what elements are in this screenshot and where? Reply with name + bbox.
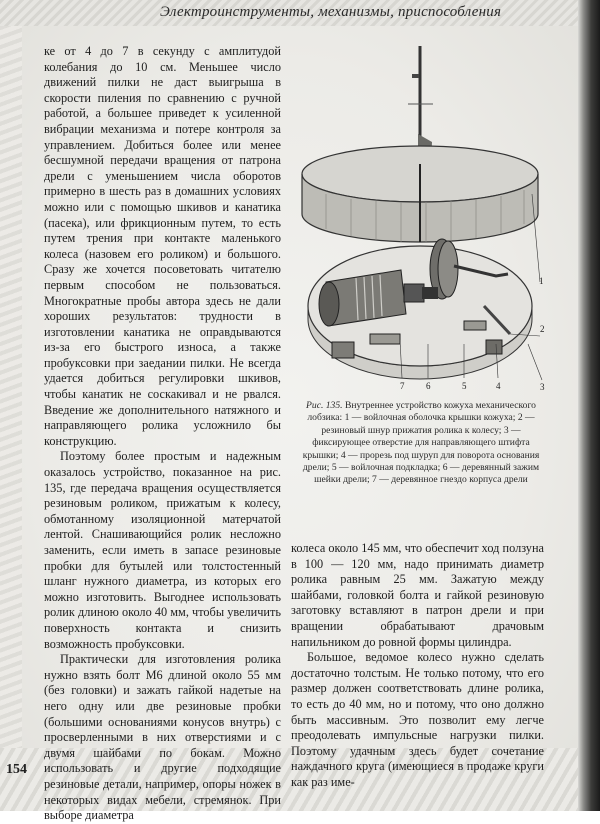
paragraph: Практически для изготовления ролика нужно взять болт М6 длиной около 55 мм (без головки) и зажать гайкой надетые на него одну или две резиновые пробки (большими основаниями конусов внутрь) с просверленными в них отверстиями и с двумя шайбами по бокам. Можно использовать и другие подходящие резиновые детали, например, опоры ножек в некоторых видах мебели, стремянок. При выборе диаметра — [44, 652, 281, 823]
right-text-column — [291, 541, 544, 791]
jigsaw-housing-drawing — [296, 44, 548, 399]
paragraph: ке от 4 до 7 в секунду с амплитудой колебания до 10 см. Меньшее число движений пилки не даст выигрыша в скорости пиления по сравнению с ручной работой, а большее приведет к усиленной вибрации механизма и потере контроля за управлением. Добиться более или менее бесшумной передачи вращения от патрона дрели с уменьшением числа оборотов примерно в шесть раз в домашних условиях можно или с помощью шкивов и канатика (пасека), или фрикционным путем, то есть путем трения при контакте маленького колеса (назовем его роликом) и большого. Сразу же хочется посоветовать читателю первым способом не пользоваться. Многократные пробы автора здесь не дали хороших результатов: трудности в изготовлении канатика не оправдываются из-за его быстрого износа, а также пробуксовки при заедании пилки. Не всегда удается добиться регулировки шкивов, чтобы канатик не соскакивал и не рвался. Введение же дополнительного натяжного и направляющего ролика усложнило бы конструкцию. — [44, 44, 281, 448]
running-head-title: Электроинструменты, механизмы, приспособления — [160, 4, 502, 20]
paragraph: колеса около 145 мм, что обеспечит ход ползуна в 100 — 120 мм, надо принимать диаметр ролика равным 25 мм. Зажатую между шайбами, головкой болта и гайкой резиновую заготовку вставляют в патрон дрели и при вращении обрабатывают драчовым напильником до ровной формы цилиндра. — [291, 541, 544, 649]
decorative-border-left — [0, 26, 22, 811]
callout-label: 4 — [496, 381, 501, 391]
callout-label: 3 — [540, 382, 545, 392]
scan-shadow-edge — [578, 0, 600, 811]
figure-135-illustration — [296, 44, 548, 399]
paragraph: Большое, ведомое колесо нужно сделать достаточно толстым. Не только потому, что его размер должен соответствовать длине ролика, то есть до 40 мм, но и потому, что оно должно быть массивным. Это позволит ему легче преодолевать импульсные нагрузки пилки. Поэтому удачным здесь будет сочетание наждачного круга (имеющиеся в продаже круги как раз име- — [291, 650, 544, 789]
left-text-column — [44, 44, 281, 824]
callout-label: 7 — [400, 381, 405, 391]
page-number: 154 — [6, 762, 27, 777]
callout-label: 6 — [426, 381, 431, 391]
caption-text: Внутреннее устройство кожуха механического лобзика: 1 — войлочная оболочка крышки кожуха; 2 — резиновый шнур прижатия ролика к колесу; 3 — фиксирующее отверстие для направляющего штифта крышки; 4 — прорезь под шуруп для поворота основания дрели; 5 — войлочная подкладка; 6 — деревянный зажим шейки дрели; 7 — деревянное гнездо корпуса дрели — [302, 400, 540, 486]
callout-label: 2 — [540, 324, 545, 334]
paragraph: Поэтому более простым и надежным оказалось устройство, показанное на рис. 135, где передача вращения осуществляется резиновым роликом, прижатым к колесу, обмотанному изоляционной матерчатой лентой. Снашивающийся ролик несложно заменить, если иметь в запасе резиновые пробки для бутылей или толстостенный шланг нужного диаметра, из которых его можно изготовить. Выгоднее использовать ролик длиною около 40 мм, чтобы увеличить поверхность контакта и снизить возможность пробуксовки. — [44, 449, 281, 651]
callout-label: 1 — [539, 276, 544, 286]
callout-label: 5 — [462, 381, 467, 391]
caption-label: Рис. 135. — [306, 400, 343, 411]
running-head — [0, 0, 578, 26]
figure-caption — [294, 400, 548, 487]
